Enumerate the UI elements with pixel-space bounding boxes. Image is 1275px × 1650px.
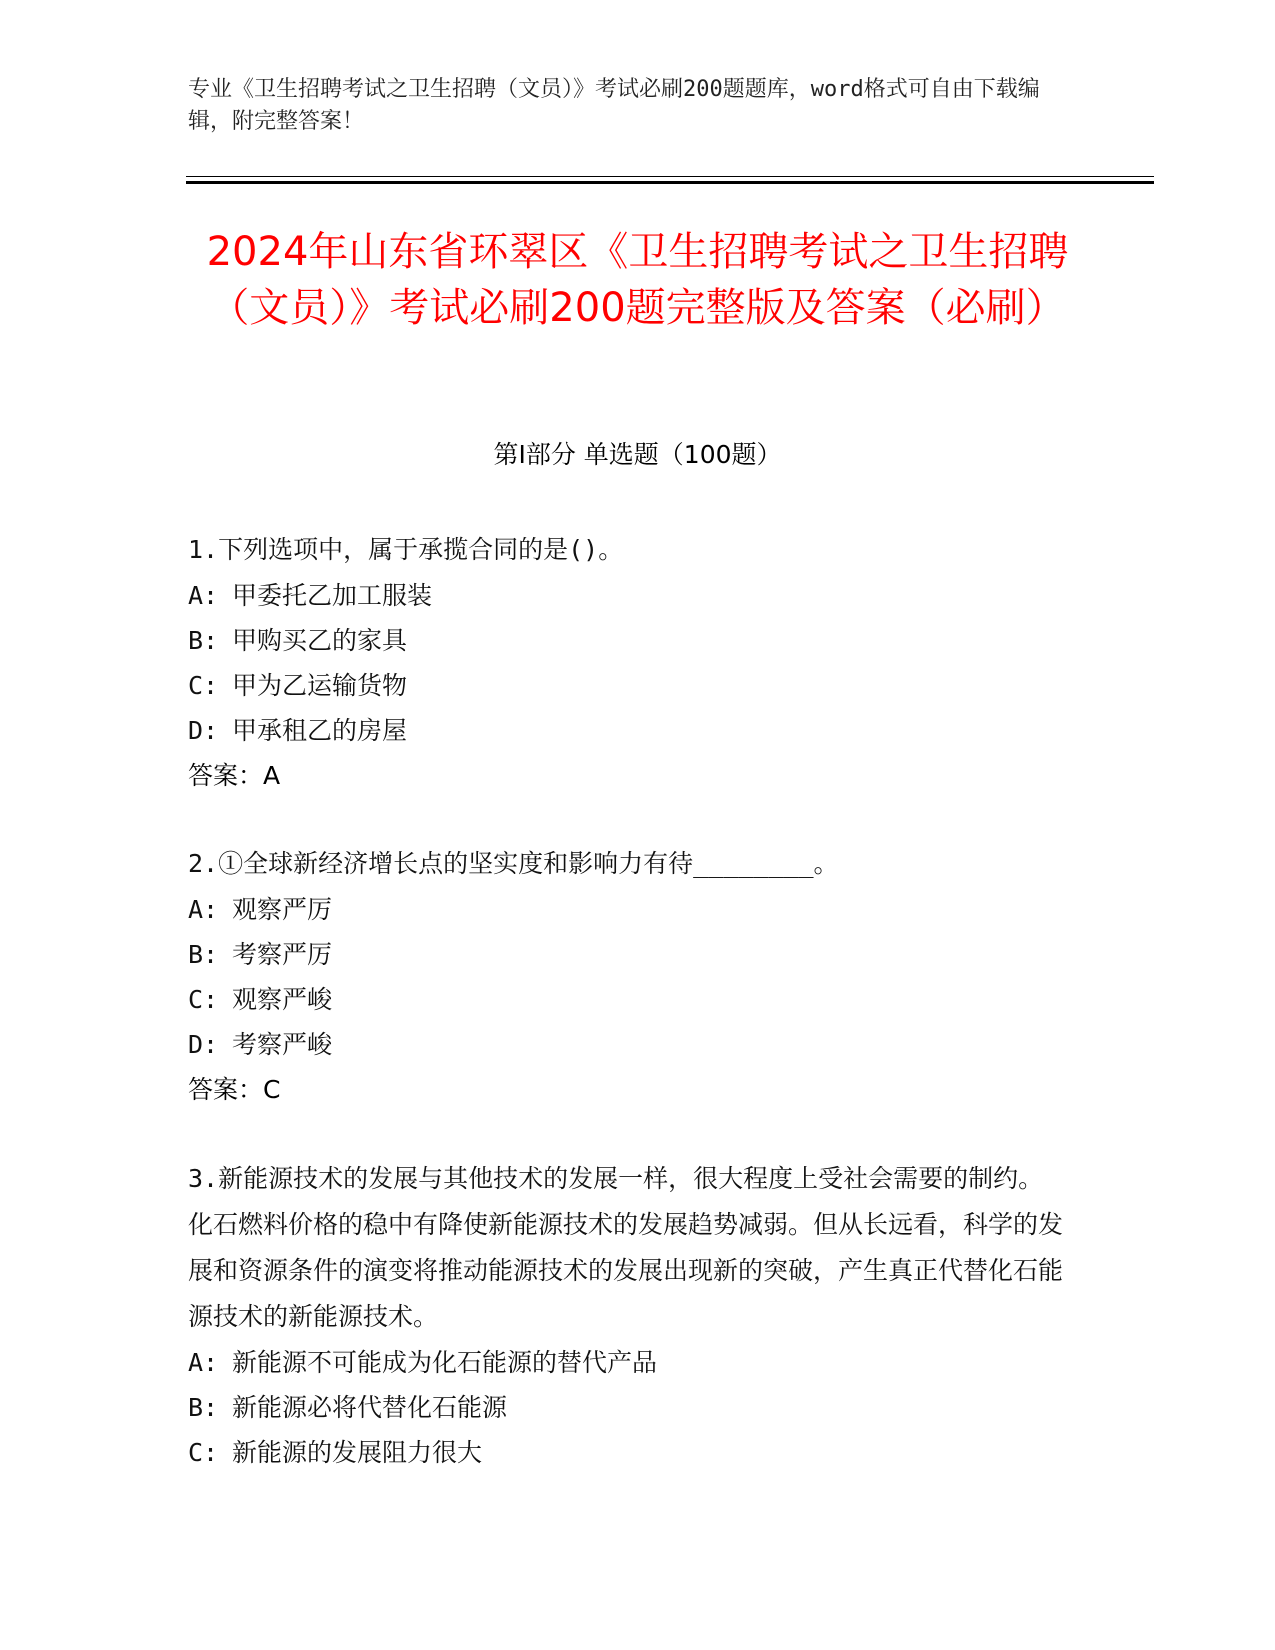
option-text: 甲委托乙加工服装 bbox=[232, 581, 433, 610]
option-text: 观察严厉 bbox=[232, 895, 333, 924]
option-text: 新能源必将代替化石能源 bbox=[232, 1393, 508, 1422]
option-b bbox=[188, 1385, 1068, 1430]
header-divider-thick bbox=[186, 181, 1154, 184]
header-note: 专业《卫生招聘考试之卫生招聘（文员）》考试必刷200题题库，word格式可自由下载编辑，附完整答案！ bbox=[188, 77, 1040, 134]
option-c bbox=[188, 1430, 1068, 1475]
answer-line: 答案：C bbox=[188, 1075, 281, 1104]
option-letter: D: bbox=[188, 716, 219, 745]
option-d bbox=[188, 1022, 1068, 1067]
option-a bbox=[188, 1340, 1068, 1385]
question-3 bbox=[188, 1156, 1068, 1475]
question-stem: 1.下列选项中，属于承揽合同的是()。 bbox=[188, 535, 624, 564]
question-stem: 3.新能源技术的发展与其他技术的发展一样，很大程度上受社会需要的制约。化石燃料价格的稳中有降使新能源技术的发展趋势减弱。但从长远看，科学的发展和资源条件的演变将推动能源技术的发展出现新的突破，产生真正代替化石能源技术的新能源技术。 bbox=[188, 1164, 1064, 1331]
section-heading: 第I部分 单选题（100题） bbox=[493, 440, 782, 469]
option-letter: C: bbox=[188, 1438, 219, 1467]
option-letter: B: bbox=[188, 940, 219, 969]
option-letter: A: bbox=[188, 1348, 219, 1377]
question-stem: 2.①全球新经济增长点的坚实度和影响力有待________。 bbox=[188, 849, 839, 878]
option-c bbox=[188, 977, 1068, 1022]
question-1 bbox=[188, 527, 1068, 799]
option-text: 甲购买乙的家具 bbox=[232, 626, 408, 655]
option-b bbox=[188, 618, 1068, 663]
option-letter: B: bbox=[188, 1393, 219, 1422]
option-c bbox=[188, 663, 1068, 708]
option-d bbox=[188, 708, 1068, 753]
header-divider-thin bbox=[186, 176, 1154, 177]
option-letter: C: bbox=[188, 671, 219, 700]
option-letter: B: bbox=[188, 626, 219, 655]
option-text: 新能源的发展阻力很大 bbox=[232, 1438, 483, 1467]
option-b bbox=[188, 932, 1068, 977]
option-text: 甲为乙运输货物 bbox=[232, 671, 408, 700]
option-letter: A: bbox=[188, 895, 219, 924]
option-a bbox=[188, 573, 1068, 618]
option-letter: A: bbox=[188, 581, 219, 610]
question-2 bbox=[188, 841, 1068, 1113]
option-text: 新能源不可能成为化石能源的替代产品 bbox=[232, 1348, 658, 1377]
option-text: 考察严厉 bbox=[232, 940, 333, 969]
option-letter: C: bbox=[188, 985, 219, 1014]
option-letter: D: bbox=[188, 1030, 219, 1059]
option-text: 甲承租乙的房屋 bbox=[232, 716, 408, 745]
answer-line: 答案：A bbox=[188, 761, 281, 790]
option-text: 考察严峻 bbox=[232, 1030, 333, 1059]
option-text: 观察严峻 bbox=[232, 985, 333, 1014]
document-title: 2024年山东省环翠区《卫生招聘考试之卫生招聘（文员）》考试必刷200题完整版及答案（必刷） bbox=[206, 229, 1069, 331]
option-a bbox=[188, 887, 1068, 932]
